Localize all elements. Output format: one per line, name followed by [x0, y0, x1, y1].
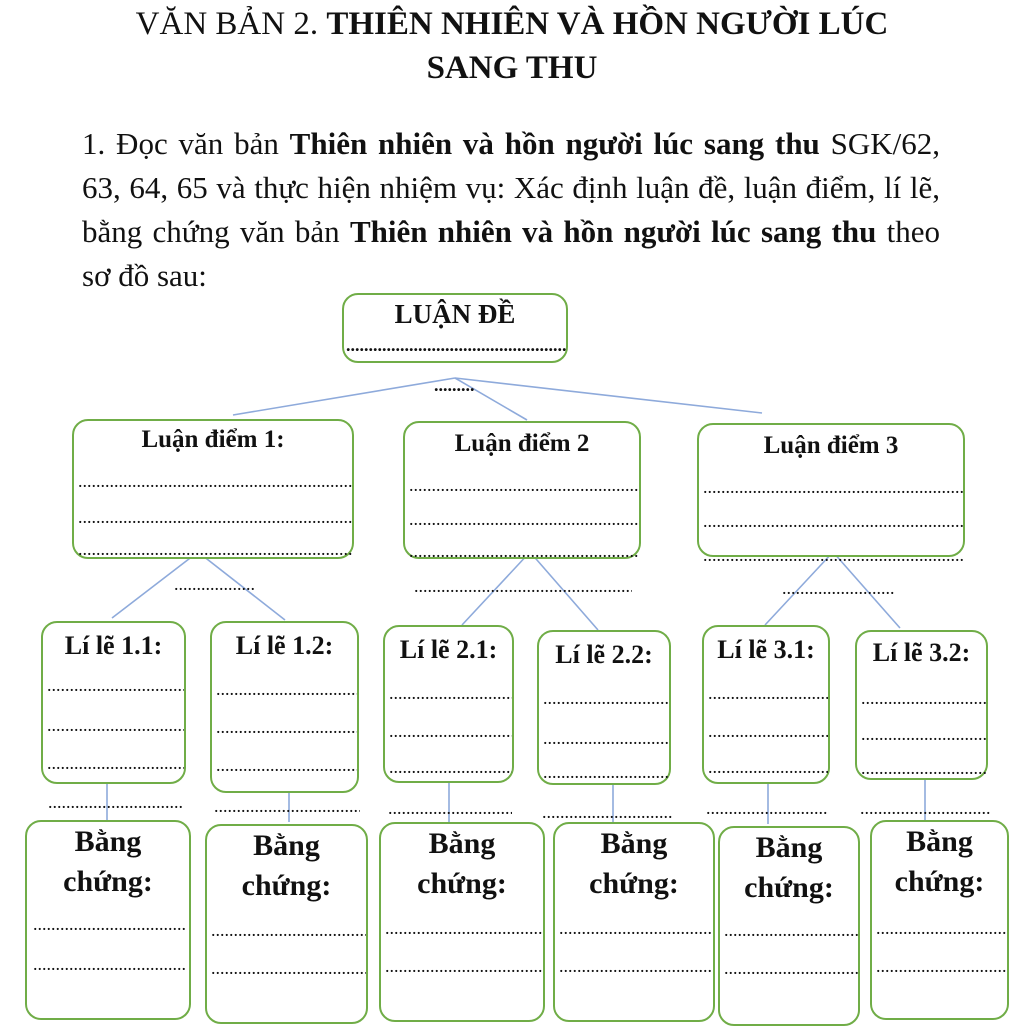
instruction-text-3: theo sơ đồ sau:: [82, 214, 941, 293]
main-point-blank-3b: [703, 511, 963, 531]
reason-blank-1-2b: [216, 717, 357, 737]
reason-blank-3-2b: [861, 724, 986, 744]
reason-blank-2-2b: [543, 728, 669, 748]
reason-blank-2-1b: [389, 721, 512, 741]
title-bold-line2: SANG THU: [426, 50, 598, 86]
main-point-blank-3c: [703, 545, 963, 565]
evidence-blank-5b: [724, 958, 858, 978]
main-point-blank-2a: [409, 475, 639, 495]
evidence-label-1a: Bằng: [74, 825, 142, 858]
main-point-label-1: Luận điểm 1:: [141, 426, 285, 453]
main-point-blank-3-tail: [782, 578, 894, 598]
thesis-label: LUẬN ĐỀ: [394, 299, 516, 329]
thesis-blank: [346, 335, 566, 355]
reason-blank-3-1c: [708, 757, 828, 777]
reason-blank-3-1a: [708, 683, 828, 703]
main-point-blank-1c: [78, 539, 352, 559]
main-point-box-1: [72, 419, 354, 559]
evidence-box-1: [25, 820, 191, 1020]
evidence-blank-1b: [33, 954, 187, 974]
reason-blank-3-2-tail: [860, 798, 990, 818]
thesis-blank-tail: [434, 375, 474, 395]
reason-blank-1-1-tail: [48, 792, 184, 812]
reason-blank-2-2c: [543, 762, 669, 782]
reason-blank-3-2c: [861, 758, 986, 778]
evidence-box-6: [870, 820, 1009, 1020]
evidence-box-2: [205, 824, 368, 1024]
reason-label-3-2: Lí lẽ 3.2:: [872, 638, 971, 667]
evidence-blank-5a: [724, 920, 858, 940]
main-point-blank-2b: [409, 509, 639, 529]
reason-blank-3-1-tail: [706, 798, 828, 818]
evidence-blank-6b: [876, 956, 1007, 976]
reason-blank-1-2c: [216, 755, 357, 775]
reason-blank-1-1c: [47, 753, 184, 773]
reason-box-3-2: [855, 630, 988, 780]
main-point-blank-1b: [78, 507, 352, 527]
evidence-blank-3b: [385, 956, 543, 976]
evidence-label-2b: chứng:: [241, 869, 332, 902]
title-prefix: VĂN BẢN 2.: [135, 6, 319, 42]
reason-blank-3-2a: [861, 688, 986, 708]
instruction-text-1: 1. Đọc văn bản: [82, 126, 290, 161]
reason-box-2-2: [537, 630, 671, 785]
main-point-blank-3a: [703, 477, 963, 497]
evidence-label-1b: chứng:: [63, 865, 153, 898]
evidence-box-5: [718, 826, 860, 1026]
reason-box-1-1: [41, 621, 186, 784]
reason-label-1-1: Lí lẽ 1.1:: [64, 631, 163, 660]
thesis-box: [342, 293, 568, 363]
evidence-label-3a: Bằng: [428, 827, 496, 860]
evidence-label-4b: chứng:: [589, 867, 679, 900]
evidence-label-6b: chứng:: [894, 865, 985, 898]
main-point-blank-2-tail: [414, 576, 632, 596]
evidence-box-4: [553, 822, 715, 1022]
evidence-label-6a: Bằng: [906, 825, 973, 858]
main-point-blank-1-tail: [174, 574, 254, 594]
main-point-label-2: Luận điểm 2: [454, 430, 590, 457]
evidence-blank-6a: [876, 918, 1007, 938]
reason-blank-2-1c: [389, 757, 512, 777]
instruction-bold-1: Thiên nhiên và hồn người lúc sang thu: [289, 126, 820, 161]
evidence-blank-1a: [33, 914, 187, 934]
instruction-bold-2: Thiên nhiên và hồn người lúc sang thu: [349, 214, 877, 249]
reason-blank-2-2a: [543, 688, 669, 708]
reason-box-1-2: [210, 621, 359, 793]
reason-blank-1-1b: [47, 715, 184, 735]
reason-blank-2-1-tail: [388, 798, 512, 818]
reason-blank-1-2a: [216, 679, 357, 699]
evidence-blank-4b: [559, 956, 713, 976]
reason-blank-2-2-tail: [542, 802, 672, 822]
evidence-blank-3a: [385, 918, 543, 938]
reason-label-1-2: Lí lẽ 1.2:: [235, 631, 334, 660]
reason-label-2-1: Lí lẽ 2.1:: [399, 635, 498, 664]
main-point-blank-2c: [409, 541, 639, 561]
main-point-box-2: [403, 421, 641, 559]
main-point-blank-1a: [78, 471, 352, 491]
reason-box-3-1: [702, 625, 830, 784]
title-bold-line1: THIÊN NHIÊN VÀ HỒN NGƯỜI LÚC: [326, 6, 889, 42]
main-point-label-3: Luận điểm 3: [763, 432, 899, 459]
reason-blank-2-1a: [389, 683, 512, 703]
evidence-label-5b: chứng:: [744, 871, 834, 904]
reason-blank-1-1a: [47, 675, 184, 695]
evidence-box-3: [379, 822, 545, 1022]
evidence-blank-2a: [211, 920, 366, 940]
evidence-blank-4a: [559, 918, 713, 938]
evidence-label-3b: chứng:: [417, 867, 507, 900]
instruction-text-2: SGK/62, 63, 64, 65 và thực hiện nhiệm vụ: Xác định luận đề, luận điểm, lí lẽ, bằng chứng văn bản: [82, 126, 941, 249]
evidence-blank-2b: [211, 958, 366, 978]
reason-blank-3-1b: [708, 721, 828, 741]
evidence-label-4a: Bằng: [600, 827, 668, 860]
reason-label-3-1: Lí lẽ 3.1:: [717, 635, 815, 664]
evidence-label-2a: Bằng: [253, 829, 320, 862]
reason-blank-1-2-tail: [214, 796, 360, 816]
evidence-label-5a: Bằng: [755, 831, 823, 864]
reason-box-2-1: [383, 625, 514, 783]
main-point-box-3: [697, 423, 965, 557]
reason-label-2-2: Lí lẽ 2.2:: [555, 640, 653, 669]
